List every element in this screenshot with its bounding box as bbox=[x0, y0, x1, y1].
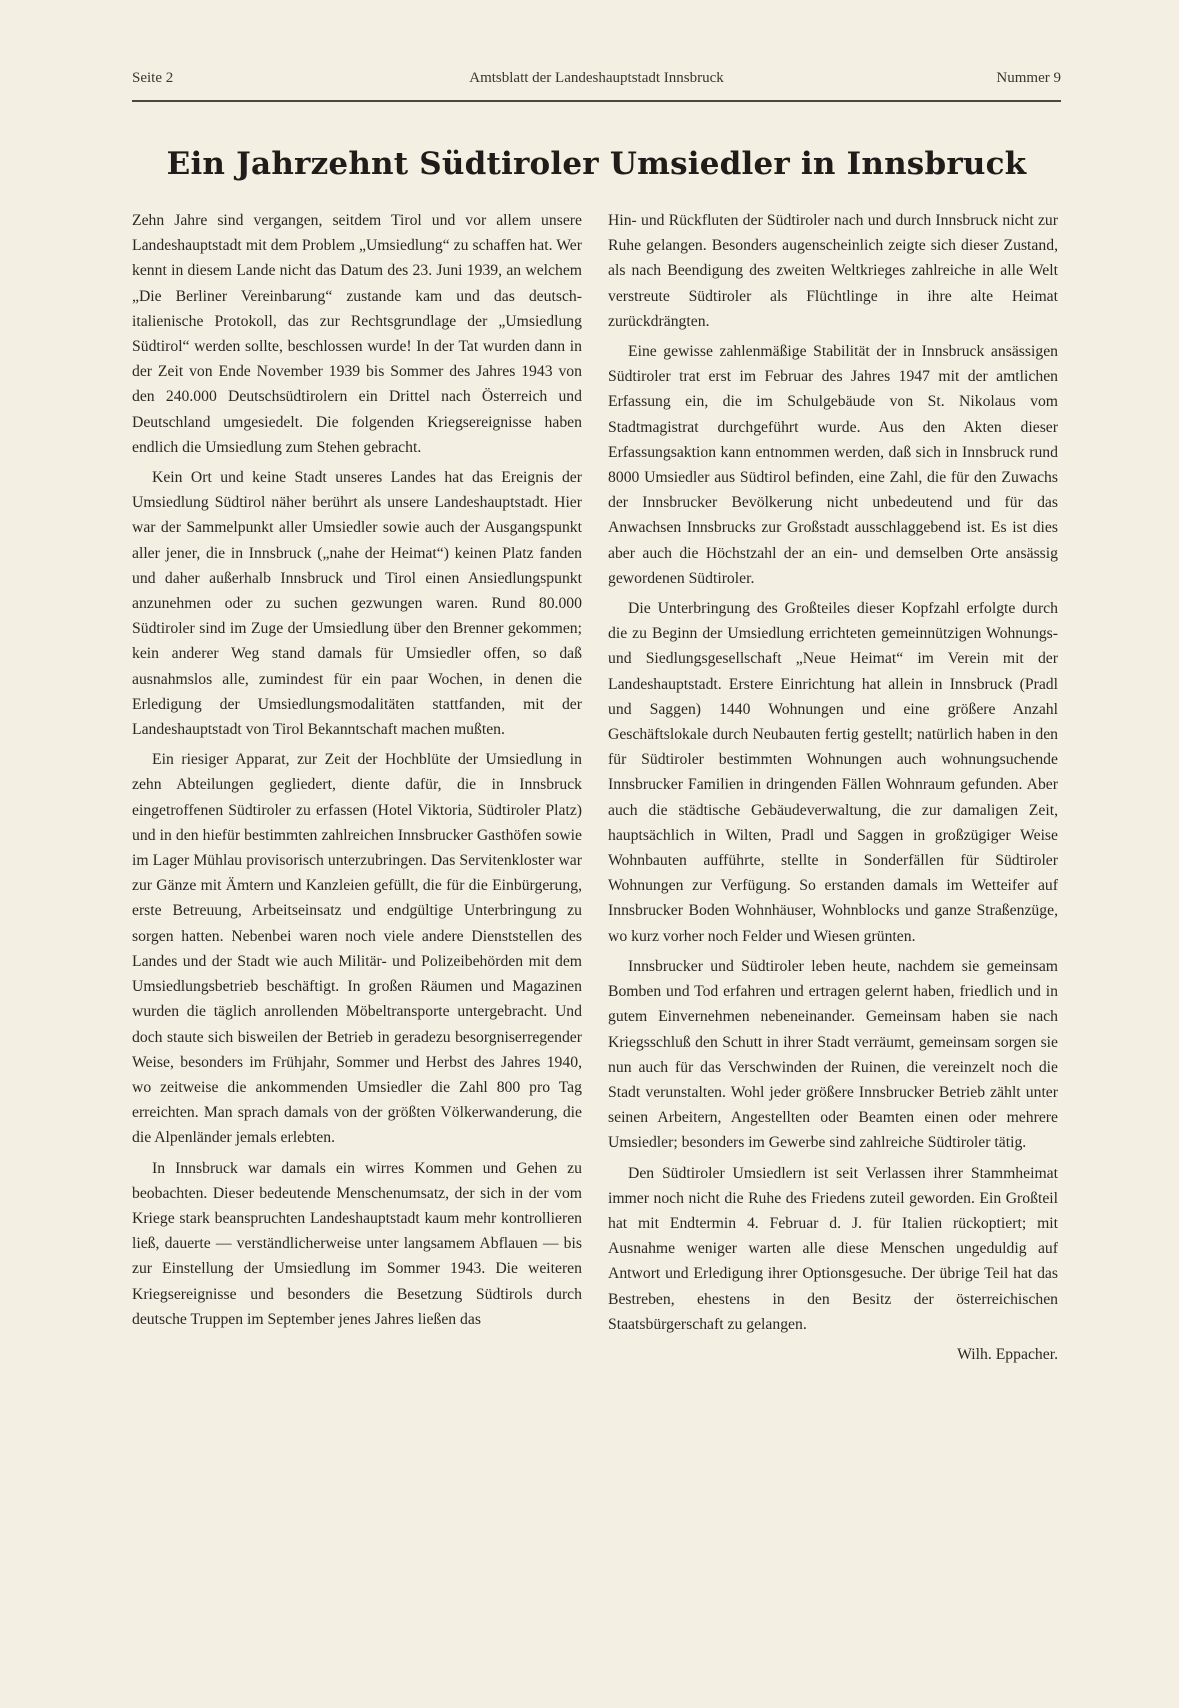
paragraph: Den Südtiroler Umsiedlern ist seit Verlassen ihrer Stammheimat immer noch nicht die Ruhe des Friedens zuteil geworden. Ein Großteil hat mit Endtermin 4. Februar d. J. für Italien rückoptiert; mit Ausnahme weniger warten alle diese Menschen ungeduldig auf Antwort und Erledigung ihrer Optionsgesuche. Der übrige Teil hat das Bestreben, ehestens in den Besitz der österreichischen Staatsbürgerschaft zu gelangen. bbox=[608, 1164, 1058, 1333]
paragraph: Zehn Jahre sind vergangen, seitdem Tirol und vor allem unsere Landeshauptstadt mit dem Problem „Umsiedlung“ zu schaffen hat. Wer kennt in diesem Lande nicht das Datum des 23. Juni 1939, an welchem „Die Berliner Vereinbarung“ zustande kam und das deutsch-italienische Protokoll, das zur Rechtsgrundlage der „Umsiedlung Südtirol“ werden sollte, beschlossen wurde! In der Tat wurden dann in der Zeit von Ende November 1939 bis Sommer des Jahres 1943 von den 240.000 Deutschsüdtirolern ein Drittel nach Österreich und Deutschland umgesiedelt. Die folgenden Kriegsereignisse haben endlich die Umsiedlung zum Stehen gebracht. bbox=[132, 212, 582, 456]
article-title: Ein Jahrzehnt Südtiroler Umsiedler in Innsbruck bbox=[166, 146, 1027, 182]
article-column-left bbox=[132, 208, 582, 1568]
paragraph: In Innsbruck war damals ein wirres Kommen und Gehen zu beobachten. Dieser bedeutende Menschenumsatz, der sich in der vom Kriege stark beanspruchten Landeshauptstadt kaum mehr kontrollieren ließ, dauerte — verständlicherweise unter langsamem Abflauen — bis zur Einstellung der Umsiedlung im Sommer 1943. Die weiteren Kriegsereignisse und besonders die Besetzung Südtirols durch deutsche Truppen im September jenes Jahres ließen das bbox=[132, 1159, 582, 1328]
author-signature: Wilh. Eppacher. bbox=[957, 1345, 1058, 1363]
header-rule bbox=[132, 100, 1061, 102]
page-header bbox=[132, 66, 1061, 92]
paragraph: Eine gewisse zahlenmäßige Stabilität der in Innsbruck ansässigen Südtiroler trat erst im Februar des Jahres 1947 mit der amtlichen Erfassung ein, die im Schulgebäude von St. Nikolaus vom Stadtmagistrat durchgeführt wurde. Aus den Akten dieser Erfassungsaktion kann entnommen werden, daß sich in Innsbruck rund 8000 Umsiedler aus Südtirol befinden, eine Zahl, die für den Zuwachs der Innsbrucker Bevölkerung nicht unbedeutend und für das Anwachsen Innsbrucks zur Großstadt ausschlaggebend ist. Es ist dies aber auch die Höchstzahl der an ein- und demselben Orte ansässig gewordenen Südtiroler. bbox=[608, 343, 1058, 587]
paragraph: Innsbrucker und Südtiroler leben heute, nachdem sie gemeinsam Bomben und Tod erfahren und ertragen gelernt haben, friedlich und in gutem Einvernehmen nebeneinander. Gemeinsam haben sie nach Kriegsschluß den Schutt in ihrer Stadt verräumt, gemeinsam sorgen sie nun auch für das Verschwinden der Ruinen, die vereinzelt noch die Stadt verunstalten. Wohl jeder größere Innsbrucker Betrieb zählt unter seinen Arbeitern, Angestellten oder Beamten einen oder mehrere Umsiedler; besonders im Gewerbe sind zahlreiche Südtiroler tätig. bbox=[608, 957, 1058, 1152]
issue-number: Nummer 9 bbox=[996, 70, 1061, 86]
page-number: Seite 2 bbox=[132, 70, 174, 86]
paragraph: Kein Ort und keine Stadt unseres Landes hat das Ereignis der Umsiedlung Südtirol näher berührt als unsere Landeshauptstadt. Hier war der Sammelpunkt aller Umsiedler sowie auch der Ausgangspunkt aller jener, die in Innsbruck („nahe der Heimat“) keinen Platz fanden und daher außerhalb Innsbruck und Tirol einen Ansiedlungspunkt anzunehmen oder zu suchen gezwungen waren. Rund 80.000 Südtiroler sind im Zuge der Umsiedlung über den Brenner gekommen; kein anderer Weg stand damals für Umsiedler offen, so daß ausnahmslos alle, zumindest für ein paar Wochen, in denen die Erledigung der Umsiedlungsmodalitäten stattfanden, mit der Landeshauptstadt von Tirol Bekanntschaft machen mußten. bbox=[132, 469, 582, 739]
article-column-right bbox=[608, 208, 1058, 1568]
paragraph: Die Unterbringung des Großteiles dieser Kopfzahl erfolgte durch die zu Beginn der Umsiedlung errichteten gemeinnützigen Wohnungs- und Siedlungsgesellschaft „Neue Heimat“ im Verein mit der Landeshauptstadt. Erstere Einrichtung hat allein in Innsbruck (Pradl und Saggen) 1440 Wohnungen und eine größere Anzahl Geschäftslokale durch Neubauten fertig gestellt; natürlich haben in den für Südtiroler bestimmten Wohnungen auch wohnungsuchende Innsbrucker Familien in dringenden Fällen Wohnraum gefunden. Aber auch die städtische Gebäudeverwaltung, die zur damaligen Zeit, hauptsächlich in Wilten, Pradl und Saggen in großzügiger Weise Wohnbauten aufführte, stellte in Sonderfällen für Südtiroler Wohnungen zur Verfügung. So erstanden damals im Wetteifer auf Innsbrucker Boden Wohnhäuser, Wohnblocks und ganze Straßenzüge, wo kurz vorher noch Felder und Wiesen grünten. bbox=[608, 600, 1058, 945]
paragraph: Hin- und Rückfluten der Südtiroler nach und durch Innsbruck nicht zur Ruhe gelangen. Besonders augenscheinlich zeigte sich dieser Zustand, als nach Beendigung des zweiten Weltkrieges zahlreiche in alle Welt verstreute Südtiroler als Flüchtlinge in ihre alte Heimat zurückdrängten. bbox=[608, 212, 1058, 330]
publication-title: Amtsblatt der Landeshauptstadt Innsbruck bbox=[469, 70, 724, 86]
paragraph: Ein riesiger Apparat, zur Zeit der Hochblüte der Umsiedlung in zehn Abteilungen gegliedert, diente dafür, die in Innsbruck eingetroffenen Südtiroler zu erfassen (Hotel Viktoria, Südtiroler Platz) und in den hiefür bestimmten zahlreichen Innsbrucker Gasthöfen sowie im Lager Mühlau provisorisch unterzubringen. Das Servitenkloster war zur Gänze mit Ämtern und Kanzleien gefüllt, die für die Einbürgerung, erste Betreuung, Arbeitseinsatz und endgültige Unterbringung zu sorgen hatten. Nebenbei waren noch viele andere Dienststellen des Landes und der Stadt wie auch Militär- und Polizeibehörden mit dem Umsiedlungsbetrieb beschäftigt. In großen Räumen und Magazinen wurden die täglich anrollenden Möbeltransporte untergebracht. Und doch staute sich bisweilen der Betrieb in geradezu besorgniserregender Weise, besonders im Frühjahr, Sommer und Herbst des Jahres 1940, wo zeitweise die ankommenden Umsiedler die Zahl 800 pro Tag erreichten. Man sprach damals von der größten Völkerwanderung, die die Alpenländer jemals erlebten. bbox=[132, 751, 582, 1147]
